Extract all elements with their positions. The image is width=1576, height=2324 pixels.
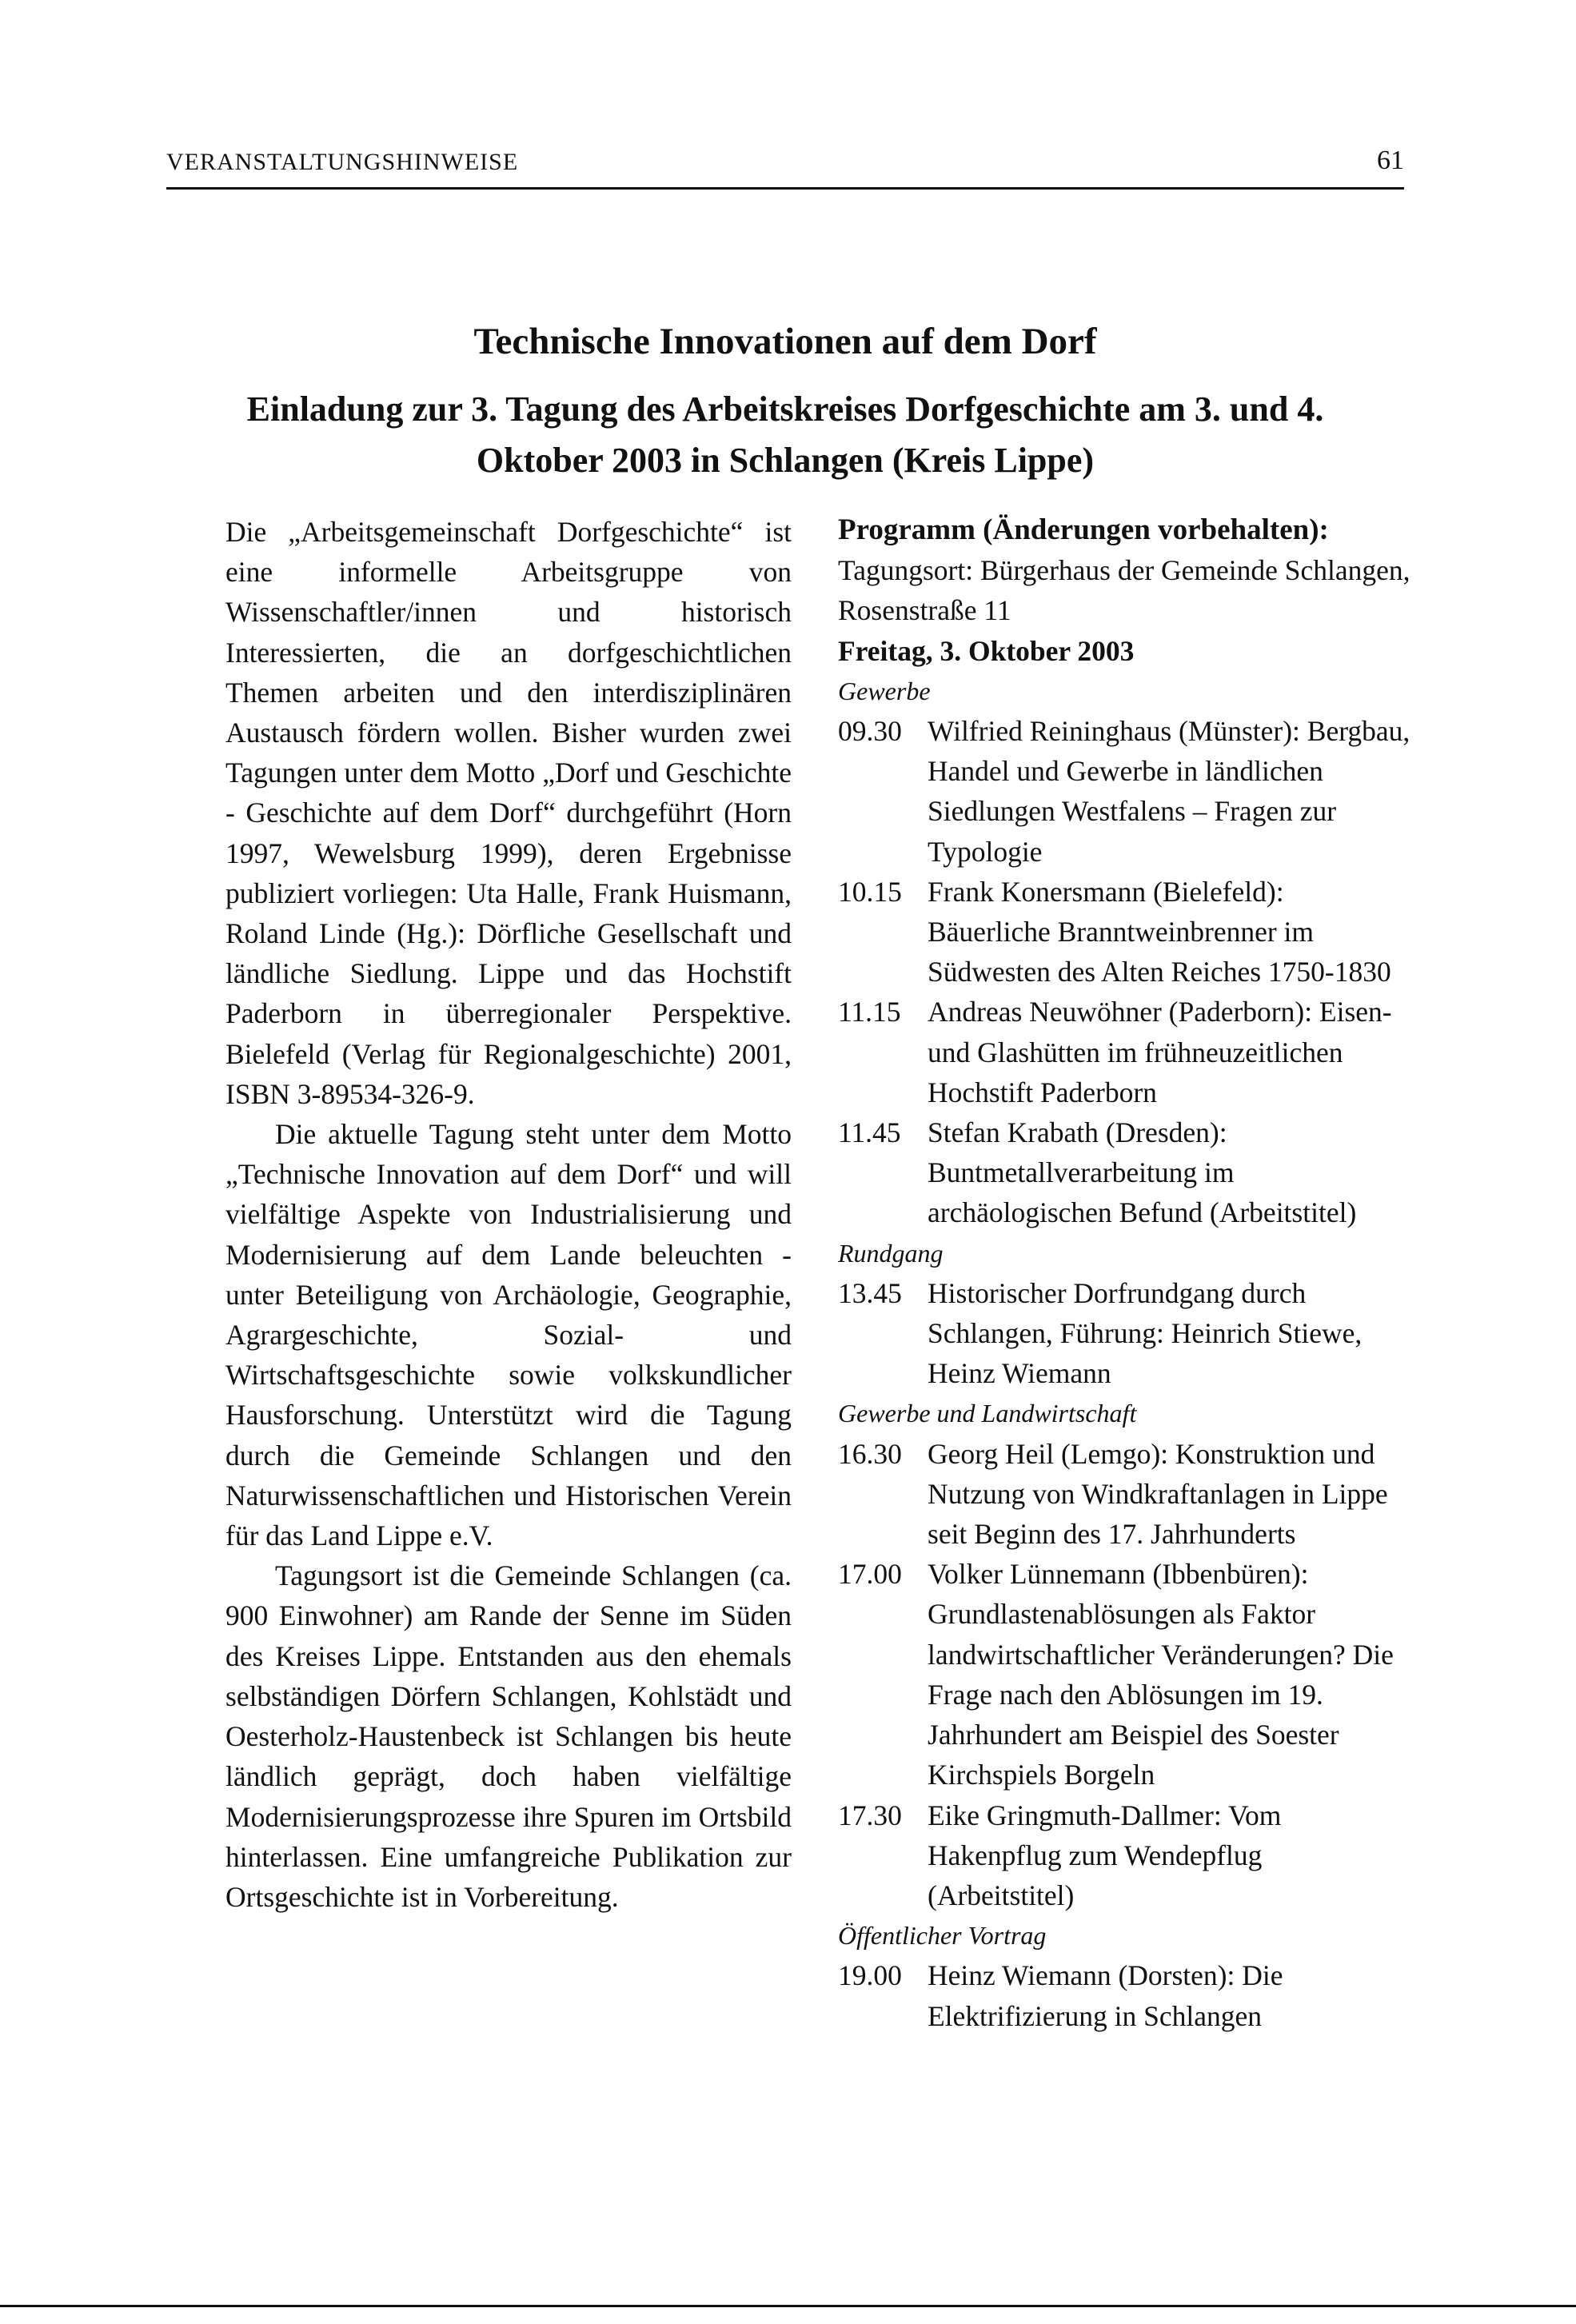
entry-time: 11.45 xyxy=(838,1116,901,1149)
footer-rule xyxy=(0,2305,1576,2307)
entry-text: Wilfried Reininghaus (Münster): Bergbau, Handel und Gewerbe in ländlichen Siedlungen Westfalens – Fragen zur Typologie xyxy=(928,715,1410,868)
page-header xyxy=(166,142,1404,190)
program-entry xyxy=(838,872,1414,992)
entry-time: 17.00 xyxy=(838,1558,902,1591)
program-venue: Tagungsort: Bürgerhaus der Gemeinde Schlangen, Rosenstraße 11 xyxy=(838,554,1410,627)
entry-time: 11.15 xyxy=(838,996,901,1028)
program-section-label: Gewerbe xyxy=(838,676,931,705)
page-number: 61 xyxy=(1377,146,1404,175)
entry-time: 13.45 xyxy=(838,1276,902,1309)
program-entry xyxy=(838,711,1414,872)
entry-time: 10.15 xyxy=(838,875,902,908)
intro-column xyxy=(225,512,792,1917)
intro-paragraph: Die „Arbeitsgemeinschaft Dorfgeschichte“ ist eine informelle Arbeitsgruppe von Wissenschaftler/innen und historisch Interessierten, die an dorfgeschichtlichen Themen arbeiten und den interdisziplinären Austausch fördern wollen. Bisher wurden zwei Tagungen unter dem Motto „Dorf und Geschichte - Geschichte auf dem Dorf“ durchgeführt (Horn 1997, Wewelsburg 1999), deren Ergebnisse publiziert vorliegen: Uta Halle, Frank Huismann, Roland Linde (Hg.): Dörfliche Gesellschaft und ländliche Siedlung. Lippe und das Hochstift Paderborn in überregionaler Perspektive. Bielefeld (Verlag für Regionalgeschichte) 2001, ISBN 3-89534-326-9. xyxy=(225,516,792,1110)
entry-text: Eike Gringmuth-Dallmer: Vom Hakenpflug zum Wendepflug (Arbeitstitel) xyxy=(928,1799,1282,1911)
program-section-label: Rundgang xyxy=(838,1238,944,1268)
program-day: Freitag, 3. Oktober 2003 xyxy=(838,634,1135,667)
entry-time: 19.00 xyxy=(838,1959,902,1992)
program-column xyxy=(838,510,1414,2036)
intro-paragraph: Tagungsort ist die Gemeinde Schlangen (ca. 900 Einwohner) am Rande der Senne im Süden des Kreises Lippe. Entstanden aus den ehemals selbständigen Dörfern Schlangen, Kohlstädt und Oesterholz-Haustenbeck ist Schlangen bis heute ländlich geprägt, doch haben vielfältige Modernisierungsprozesse ihre Spuren im Ortsbild hinterlassen. Eine umfangreiche Publikation zur Ortsgeschichte ist in Vorbereitung. xyxy=(225,1559,792,1913)
program-entry xyxy=(838,1955,1414,2035)
program-entry xyxy=(838,1554,1414,1795)
entry-time: 09.30 xyxy=(838,715,902,748)
program-entry xyxy=(838,1434,1414,1555)
entry-text: Frank Konersmann (Bielefeld): Bäuerliche Branntweinbrenner im Südwesten des Alten Reiches 1750-1830 xyxy=(928,875,1391,988)
program-heading: Programm (Änderungen vorbehalten): xyxy=(838,513,1329,546)
program-entry xyxy=(838,1273,1414,1394)
running-head: VERANSTALTUNGSHINWEISE xyxy=(166,149,519,175)
program-entry xyxy=(838,1112,1414,1233)
entry-text: Andreas Neuwöhner (Paderborn): Eisen- und Glashütten im frühneuzeitlichen Hochstift Paderborn xyxy=(928,996,1392,1108)
intro-paragraph: Die aktuelle Tagung steht unter dem Motto „Technische Innovation auf dem Dorf“ und will vielfältige Aspekte von Industrialisierung und Modernisierung auf dem Lande beleuchten - unter Beteiligung von Archäologie, Geographie, Agrargeschichte, Sozial- und Wirtschaftsgeschichte sowie volkskundlicher Hausforschung. Unterstützt wird die Tagung durch die Gemeinde Schlangen und den Naturwissenschaftlichen und Historischen Verein für das Land Lippe e.V. xyxy=(225,1118,792,1552)
entry-text: Volker Lünnemann (Ibbenbüren): Grundlastenablösungen als Faktor landwirtschaftlicher Veränderungen? Die Frage nach den Ablösungen im 19. Jahrhundert am Beispiel des Soester Kirchspiels Borgeln xyxy=(928,1558,1394,1791)
entry-time: 17.30 xyxy=(838,1799,902,1831)
program-section-label: Öffentlicher Vortrag xyxy=(838,1921,1047,1951)
entry-text: Stefan Krabath (Dresden): Buntmetallverarbeitung im archäologischen Befund (Arbeitstitel) xyxy=(928,1116,1357,1229)
program-entry xyxy=(838,1795,1414,1916)
article-title: Technische Innovationen auf dem Dorf xyxy=(473,321,1097,362)
entry-text: Georg Heil (Lemgo): Konstruktion und Nutzung von Windkraftanlagen in Lippe seit Beginn des 17. Jahrhunderts xyxy=(928,1437,1388,1551)
program-section-label: Gewerbe und Landwirtschaft xyxy=(838,1399,1137,1428)
entry-text: Heinz Wiemann (Dorsten): Die Elektrifizierung in Schlangen xyxy=(928,1959,1283,2032)
article-subtitle: Einladung zur 3. Tagung des Arbeitskreises Dorfgeschichte am 3. und 4. Oktober 2003 in Schlangen (Kreis Lippe) xyxy=(246,389,1324,480)
entry-text: Historischer Dorfrundgang durch Schlangen, Führung: Heinrich Stiewe, Heinz Wiemann xyxy=(928,1276,1363,1390)
entry-time: 16.30 xyxy=(838,1437,902,1470)
program-entry xyxy=(838,992,1414,1112)
